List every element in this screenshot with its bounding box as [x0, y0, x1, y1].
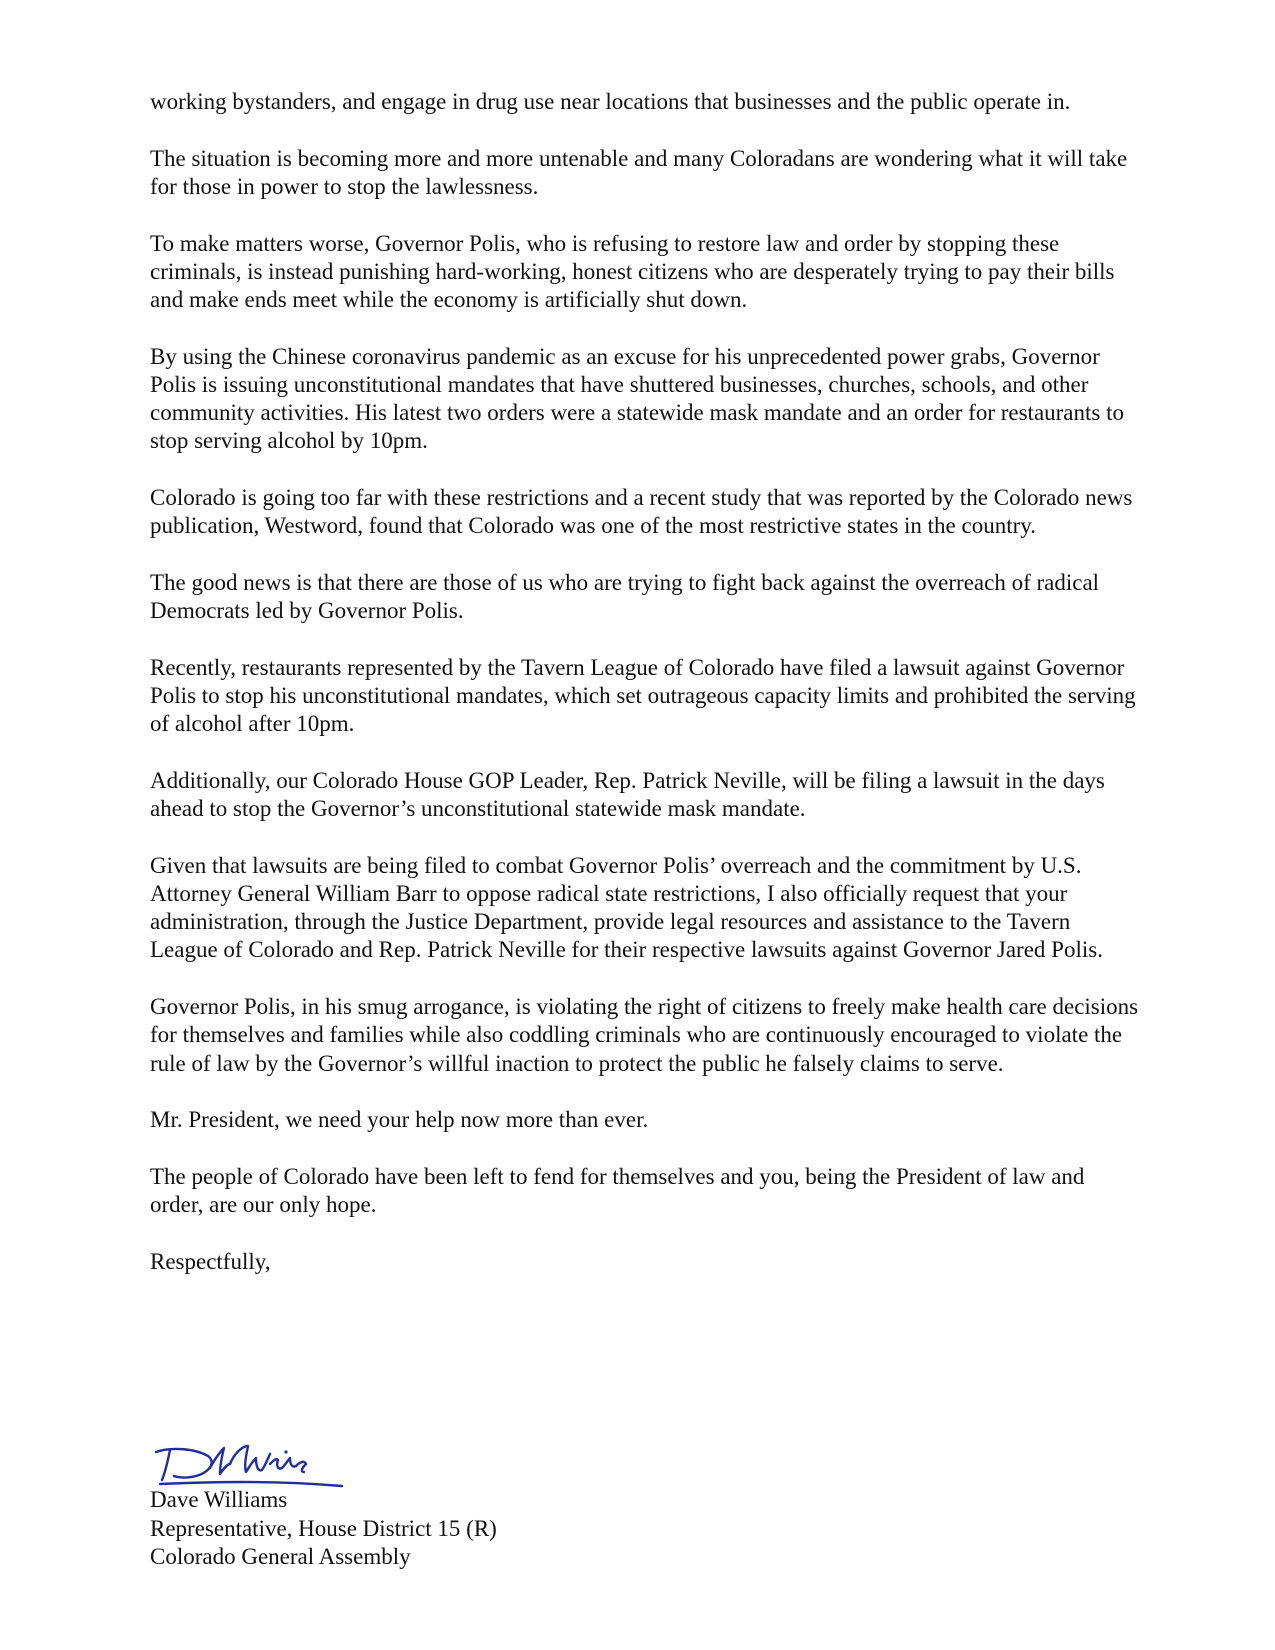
signature-block — [150, 1486, 497, 1572]
paragraph: Governor Polis, in his smug arrogance, is violating the right of citizens to freely make health care decisions for themselves and families while also coddling criminals who are continuously encouraged to violate the rule of law by the Governor’s willful inaction to protect the public he falsely claims to serve. — [150, 994, 1139, 1076]
paragraph: Recently, restaurants represented by the Tavern League of Colorado have filed a lawsuit against Governor Polis to stop his unconstitutional mandates, which set outrageous capacity limits and prohibited the serving of alcohol after 10pm. — [150, 654, 1136, 737]
paragraph: Given that lawsuits are being filed to combat Governor Polis’ overreach and the commitment by U.S. Attorney General William Barr to oppose radical state restrictions, I also officially request that your administration, through the Justice Department, provide legal resources and assistance to the Tavern League of Colorado and Rep. Patrick Neville for their respective lawsuits against Governor Jared Polis. — [150, 852, 1103, 963]
paragraph: working bystanders, and engage in drug use near locations that businesses and the public operate in. — [150, 89, 1071, 114]
letter-body — [150, 88, 1140, 1305]
signer-title: Representative, House District 15 (R) — [150, 1515, 497, 1541]
closing-salutation: Respectfully, — [150, 1248, 271, 1274]
paragraph: By using the Chinese coronavirus pandemic as an excuse for his unprecedented power grabs, Governor Polis is issuing unconstitutional mandates that have shuttered businesses, churches, schools, and other community activities. His latest two orders were a statewide mask mandate and an order for restaurants to stop serving alcohol by 10pm. — [150, 343, 1124, 454]
paragraph: The people of Colorado have been left to fend for themselves and you, being the President of law and order, are our only hope. — [150, 1163, 1085, 1218]
paragraph: The good news is that there are those of us who are trying to fight back against the overreach of radical Democrats led by Governor Polis. — [150, 569, 1100, 624]
paragraph: Mr. President, we need your help now more than ever. — [150, 1107, 649, 1133]
signer-name: Dave Williams — [150, 1487, 288, 1512]
handwritten-signature — [150, 1438, 350, 1490]
paragraph: To make matters worse, Governor Polis, who is refusing to restore law and order by stopping these criminals, is instead punishing hard-working, honest citizens who are desperately trying to pay their bills and make ends meet while the economy is artificially shut down. — [150, 230, 1115, 313]
paragraph: Additionally, our Colorado House GOP Leader, Rep. Patrick Neville, will be filing a lawsuit in the days ahead to stop the Governor’s unconstitutional statewide mask mandate. — [150, 767, 1105, 822]
paragraph: Colorado is going too far with these restrictions and a recent study that was reported by the Colorado news publication, Westword, found that Colorado was one of the most restrictive states in the country. — [150, 485, 1133, 539]
signer-organization: Colorado General Assembly — [150, 1544, 411, 1569]
paragraph: The situation is becoming more and more untenable and many Coloradans are wondering what it will take for those in power to stop the lawlessness. — [150, 145, 1128, 199]
